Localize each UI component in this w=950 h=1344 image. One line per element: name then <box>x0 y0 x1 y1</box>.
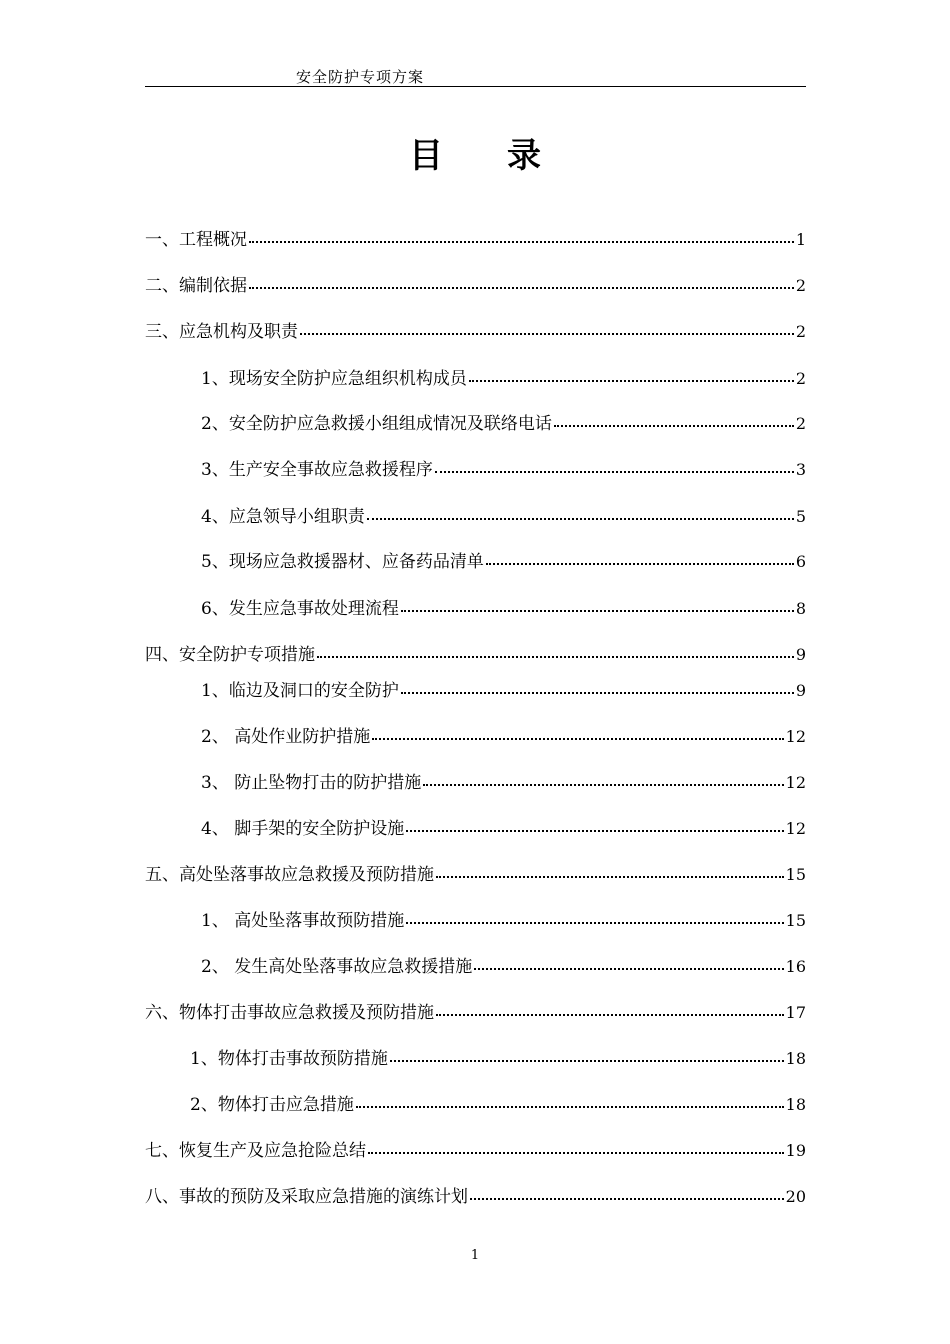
toc-entry-page: 2 <box>795 276 806 295</box>
toc-entry-page: 15 <box>785 865 806 884</box>
toc-leader-dots <box>469 380 794 382</box>
toc-leader-dots <box>486 563 794 565</box>
toc-entry-label: 2、物体打击应急措施 <box>190 1095 354 1115</box>
toc-leader-dots <box>436 876 784 878</box>
toc-entry-page: 2 <box>795 322 806 341</box>
toc-entry[interactable] <box>145 860 806 886</box>
toc-leader-dots <box>435 471 794 473</box>
toc-leader-dots <box>436 1014 784 1016</box>
toc-entry-label: 1、临边及洞口的安全防护 <box>201 681 399 701</box>
toc-entry-label: 2、 高处作业防护措施 <box>201 727 371 747</box>
toc-entry-label: 五、高处坠落事故应急救援及预防措施 <box>145 865 434 885</box>
toc-entry-page: 20 <box>785 1187 806 1206</box>
toc-leader-dots <box>249 241 794 243</box>
toc-entry-label: 八、事故的预防及采取应急措施的演练计划 <box>145 1187 468 1207</box>
toc-entry[interactable] <box>201 547 806 573</box>
toc-leader-dots <box>368 1152 784 1154</box>
running-header: 安全防护专项方案 <box>296 68 425 86</box>
toc-entry-page: 17 <box>785 1003 806 1022</box>
toc-leader-dots <box>406 830 783 832</box>
toc-entry-page: 12 <box>785 819 806 838</box>
toc-entry-page: 12 <box>785 727 806 746</box>
toc-entry-label: 七、恢复生产及应急抢险总结 <box>145 1141 366 1161</box>
toc-entry[interactable] <box>145 998 806 1024</box>
toc-entry[interactable] <box>201 906 806 932</box>
toc-leader-dots <box>300 333 794 335</box>
toc-entry-page: 3 <box>795 460 806 479</box>
toc-entry-page: 16 <box>785 957 806 976</box>
toc-entry[interactable] <box>201 502 806 528</box>
toc-entry-label: 1、现场安全防护应急组织机构成员 <box>201 369 467 389</box>
toc-entry-label: 1、物体打击事故预防措施 <box>190 1049 388 1069</box>
toc-entry-page: 2 <box>795 414 806 433</box>
toc-leader-dots <box>367 518 794 520</box>
toc-entry-page: 9 <box>795 681 806 700</box>
toc-entry-page: 1 <box>795 230 806 249</box>
toc-leader-dots <box>423 784 783 786</box>
toc-entry-label: 二、编制依据 <box>145 276 247 296</box>
toc-leader-dots <box>401 692 794 694</box>
toc-entry-label: 5、现场应急救援器材、应备药品清单 <box>201 552 484 572</box>
toc-entry[interactable] <box>145 225 806 251</box>
toc-entry[interactable] <box>201 814 806 840</box>
header-rule <box>145 86 806 87</box>
toc-leader-dots <box>317 656 794 658</box>
toc-entry[interactable] <box>201 676 806 702</box>
toc-leader-dots <box>249 287 794 289</box>
toc-entry-label: 1、 高处坠落事故预防措施 <box>201 911 405 931</box>
toc-title: 目录 <box>409 136 605 176</box>
page-number: 1 <box>470 1248 480 1263</box>
toc-entry-label: 2、 发生高处坠落事故应急救援措施 <box>201 957 473 977</box>
toc-entry-label: 6、发生应急事故处理流程 <box>201 599 399 619</box>
toc-entry-label: 三、应急机构及职责 <box>145 322 298 342</box>
toc-entry[interactable] <box>190 1044 806 1070</box>
toc-entry-label: 4、应急领导小组职责 <box>201 507 365 527</box>
toc-entry[interactable] <box>145 1182 806 1208</box>
toc-entry[interactable] <box>201 594 806 620</box>
toc-entry-page: 6 <box>795 552 806 571</box>
toc-entry-page: 2 <box>795 369 806 388</box>
toc-entry-page: 15 <box>785 911 806 930</box>
toc-entry[interactable] <box>201 768 806 794</box>
toc-entry-page: 19 <box>785 1141 806 1160</box>
toc-entry-label: 六、物体打击事故应急救援及预防措施 <box>145 1003 434 1023</box>
toc-leader-dots <box>372 738 783 740</box>
toc-entry-label: 3、生产安全事故应急救援程序 <box>201 460 433 480</box>
toc-leader-dots <box>474 968 783 970</box>
toc-entry-page: 18 <box>785 1049 806 1068</box>
toc-entry[interactable] <box>201 409 806 435</box>
toc-entry[interactable] <box>201 722 806 748</box>
toc-entry[interactable] <box>190 1090 806 1116</box>
toc-entry[interactable] <box>145 271 806 297</box>
toc-entry-label: 3、 防止坠物打击的防护措施 <box>201 773 422 793</box>
toc-leader-dots <box>390 1060 784 1062</box>
toc-leader-dots <box>401 610 794 612</box>
toc-entry[interactable] <box>201 952 806 978</box>
toc-entry-page: 5 <box>795 507 806 526</box>
toc-entry[interactable] <box>201 364 806 390</box>
toc-entry[interactable] <box>145 640 806 666</box>
toc-entry-label: 一、工程概况 <box>145 230 247 250</box>
toc-leader-dots <box>554 425 794 427</box>
toc-entry[interactable] <box>145 1136 806 1162</box>
toc-leader-dots <box>470 1198 784 1200</box>
toc-entry-label: 4、 脚手架的安全防护设施 <box>201 819 405 839</box>
toc-leader-dots <box>356 1106 784 1108</box>
toc-entry-page: 8 <box>795 599 806 618</box>
toc-entry[interactable] <box>145 317 806 343</box>
toc-leader-dots <box>406 922 783 924</box>
toc-entry-page: 9 <box>795 645 806 664</box>
toc-entry[interactable] <box>201 455 806 481</box>
toc-entry-label: 2、安全防护应急救援小组组成情况及联络电话 <box>201 414 552 434</box>
toc-entry-label: 四、安全防护专项措施 <box>145 645 315 665</box>
toc-entry-page: 18 <box>785 1095 806 1114</box>
toc-entry-page: 12 <box>785 773 806 792</box>
